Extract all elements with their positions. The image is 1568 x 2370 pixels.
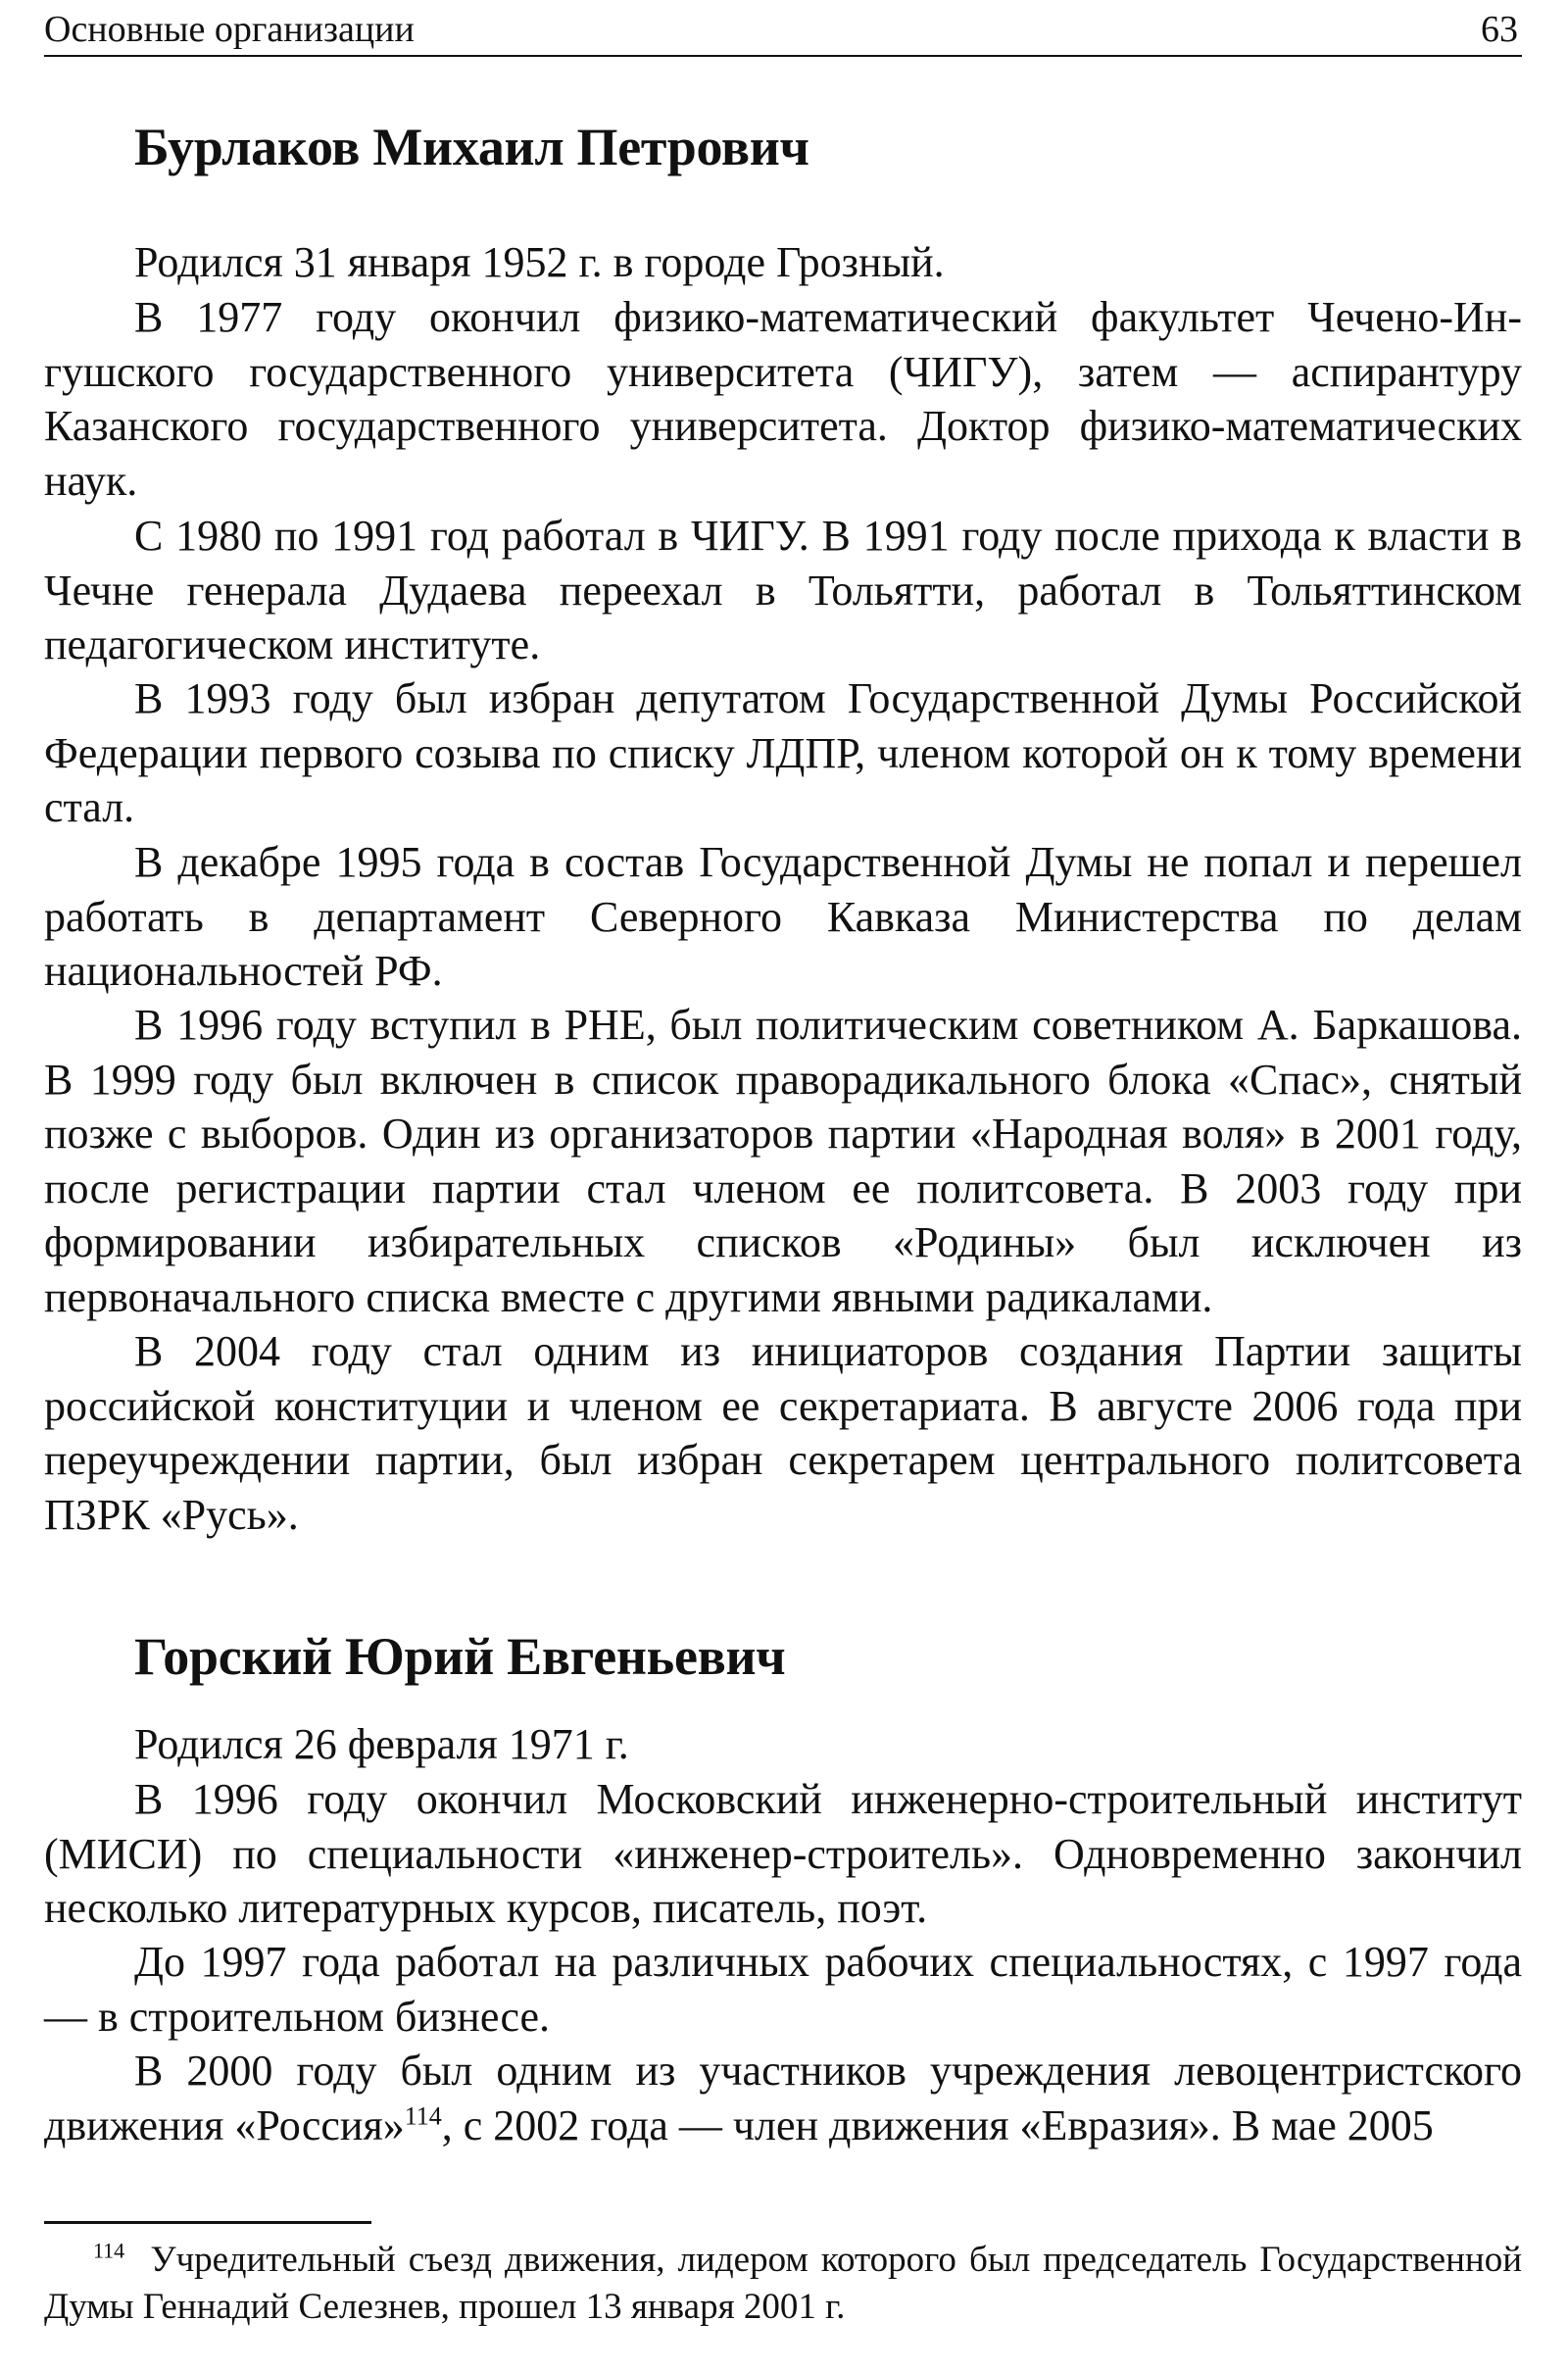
running-head (44, 4, 1522, 57)
paragraph-text-before: В 2000 году был одним из участников учреждения левоцентристского движения «Россия» (44, 2047, 1522, 2149)
section-title: Основные организации (44, 9, 415, 50)
paragraph: До 1997 года работал на различных рабочих специальностях, с 1997 года — в строительном бизнесе. (44, 1938, 1522, 2041)
paragraph: В 1977 году окончил физико-математический факультет Чечено-Ингушского государственного университета (ЧИГУ), затем — аспирантуру Казанского государственного университета. Доктор физико-математических наук. (44, 293, 1522, 505)
footnote-reference[interactable]: 114 (404, 2100, 442, 2130)
paragraph: В 1996 году окончил Московский инженерно-строительный институт (МИСИ) по специальности «инженер-строитель». Одновременно закончил несколько литературных курсов, писатель, поэт. (44, 1775, 1522, 1932)
paragraph: В 1993 году был избран депутатом Государственной Думы Российской Федерации первого созыва по списку ЛДПР, членом которой он к тому времени стал. (44, 674, 1522, 831)
paragraph: Родился 26 февраля 1971 г. (134, 1720, 629, 1768)
paragraph-with-footnote-ref (44, 2044, 1522, 2152)
footnote (44, 2237, 1522, 2331)
paragraph: С 1980 по 1991 год работал в ЧИГУ. В 1991 году после прихода к власти в Чечне генерала Дудаева переехал в Тольятти, работал в Тольяттинском педагогическом институте. (44, 512, 1522, 668)
footnote-number: 114 (93, 2238, 125, 2263)
paragraph: В 2004 году стал одним из инициаторов создания Партии защиты российской конституции и членом ее секретариата. В августе 2006 года при переучреждении партии, был избран секретарем центрального политсовета ПЗРК «Русь». (44, 1327, 1522, 1539)
entry-heading-gorsky: Горский Юрий Евгеньевич (134, 1627, 786, 1686)
page-number: 63 (1481, 9, 1518, 50)
footnote-separator (44, 2221, 371, 2224)
paragraph: В декабре 1995 года в состав Государственной Думы не попал и перешел работать в департамент Северного Кавказа Министерства по делам национальностей РФ. (44, 838, 1522, 995)
paragraph: В 1996 году вступил в РНЕ, был политическим советником А. Баркашова. В 1999 году был включен в список праворадикального блока «Спас», снятый позже с выборов. Один из организаторов партии «Народная воля» в 2001 году, после регистрации партии стал членом ее политсовета. В 2003 году при формировании избирательных списков «Родины» был исключен из первоначального списка вместе с другими явными радикалами. (44, 1001, 1522, 1321)
book-page (44, 0, 1522, 2370)
footnote-text: Учредительный съезд движения, лидером которого был председатель Государственной Думы Геннадий Селезнев, прошел 13 января 2001 г. (44, 2240, 1523, 2327)
paragraph-text-after: , с 2002 года — член движения «Евразия». В мае 2005 (441, 2100, 1434, 2149)
paragraph: Родился 31 января 1952 г. в городе Грозный. (134, 238, 945, 286)
entry-heading-burlakov: Бурлаков Михаил Петрович (134, 118, 809, 176)
